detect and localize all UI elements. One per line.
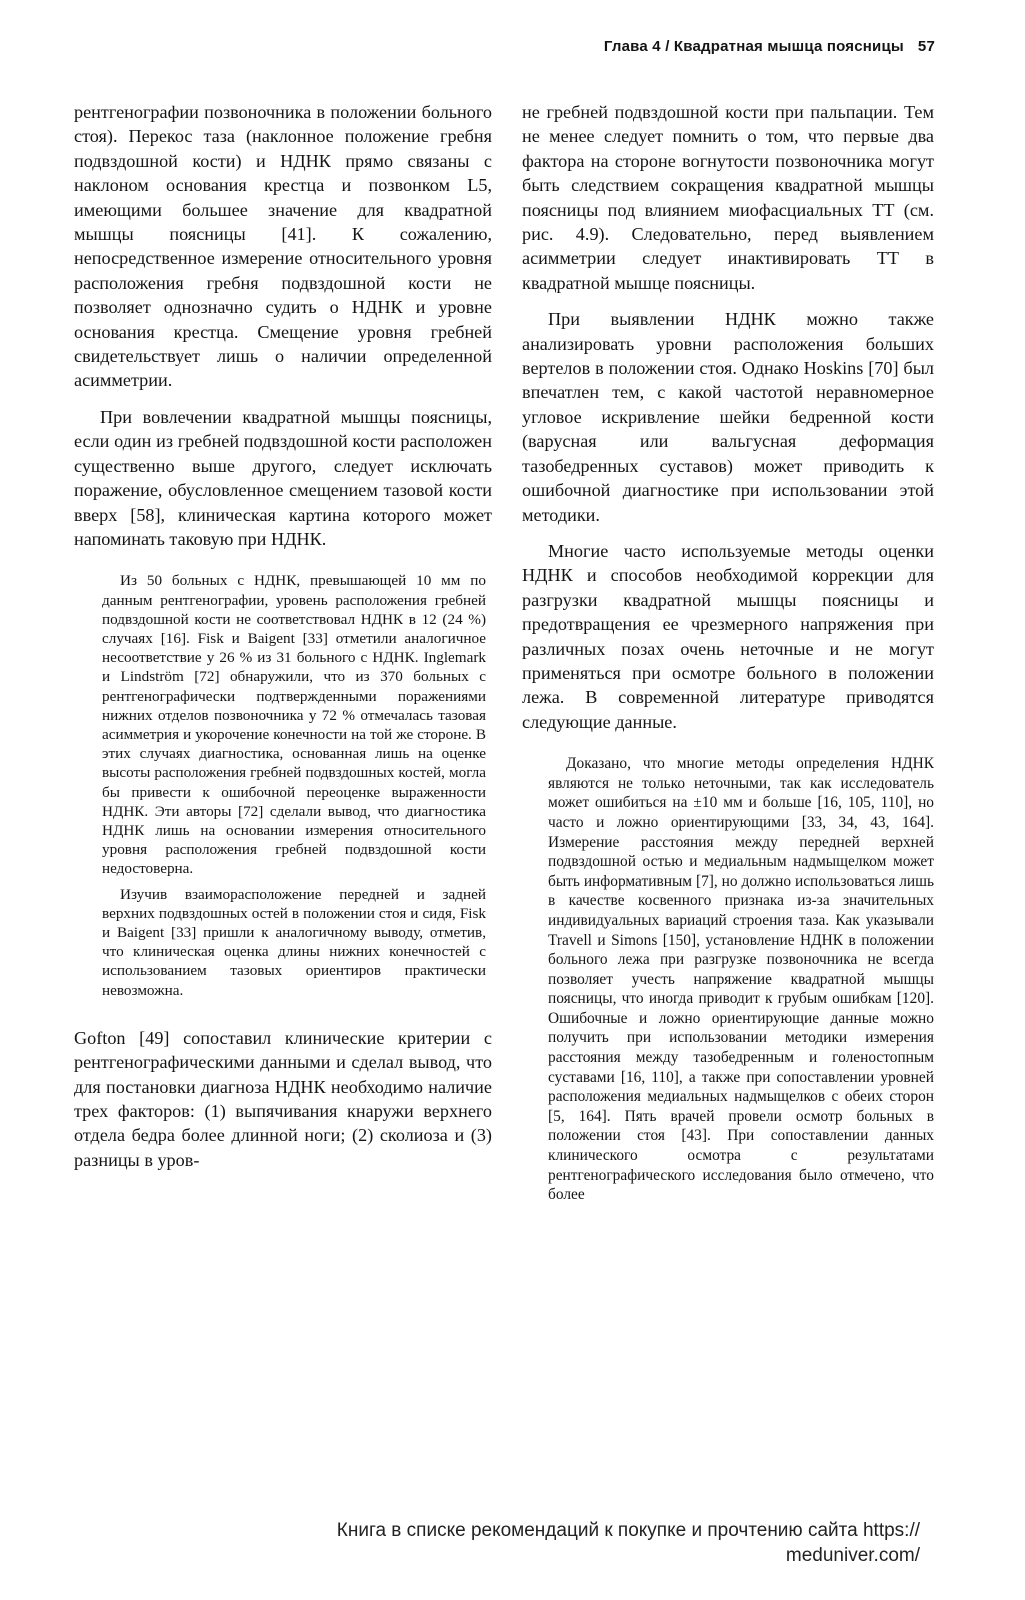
- footer-link[interactable]: meduniver.com/: [785, 1545, 920, 1566]
- body-paragraph: При выявлении НДНК можно также анализировать уровни расположения больших вертелов в положении стоя. Однако Hoskins [70] был впечатлен тем, с какой частотой неравномерное угловое искривление шейки бедренной кости (варусная или вальгусная деформация тазобедренных суставов) может приводить к ошибочной диагностике при использовании этой методики.: [522, 309, 934, 525]
- body-paragraph: не гребней подвздошной кости при пальпации. Тем не менее следует помнить о том, что первые два фактора на стороне вогнутости позвоночника могут быть следствием сокращения квадратной мышцы поясницы под влиянием миофасциальных ТТ (см. рис. 4.9). Следовательно, перед выявлением асимметрии следует инактивировать ТТ в квадратной мышце поясницы.: [522, 102, 934, 293]
- footer-watermark: [150, 1518, 920, 1568]
- body-paragraph: При вовлечении квадратной мышцы поясницы, если один из гребней подвздошной кости расположен существенно выше другого, следует исключать поражение, обусловленное смещением тазовой кости вверх [58], клиническая картина которого может напоминать таковую при НДНК.: [74, 406, 492, 549]
- body-paragraph: Gofton [49] сопоставил клинические критерии с рентгенографическими данными и сделал вывод, что для постановки диагноза НДНК необходимо наличие трех факторов: (1) выпячивания кнаружи верхнего отдела бедра более длинной ноги; (2) сколиоза и (3) разницы в уров-: [74, 1027, 492, 1170]
- note-paragraph: Из 50 больных с НДНК, превышающей 10 мм по данным рентгенографии, уровень расположения гребней подвздошной кости не соответствовал НДНК в 12 (24 %) случаях [16]. Fisk и Baigent [33] отметили аналогичное несоответствие у 26 % из 31 больного с НДНК. Inglemark и Lindström [72] обнаружили, что из 370 больных с рентгенографически подтвержденными поражениями нижних отделов позвоночника у 72 % отмечалась тазовая асимметрия и укорочение конечности на той же стороне. В этих случаях диагностика, основанная лишь на оценке высоты расположения гребней подвздошных костей, могла бы привести к ошибочной переоценке выраженности НДНК. Эти авторы [72] сделали вывод, что диагностика НДНК лишь на основании измерения относительного уровня расположения гребней подвздошной кости недостоверна.: [102, 572, 486, 878]
- left-column: [74, 100, 492, 1184]
- chapter-title: Глава 4 / Квадратная мышца поясницы: [603, 38, 904, 55]
- right-column: [522, 100, 934, 1231]
- note-paragraph: Доказано, что многие методы определения НДНК являются не только неточными, так как исследователь может ошибиться на ±10 мм и больше [16, 105, 110], но часто и ложно ориентирующими [33, 34, 43, 164]. Измерение расстояния между передней верхней подвздошной остью и медиальным надмыщелком может быть информативным [7], но должно использоваться лишь в качестве косвенного признака из-за значительных индивидуальных вариаций строения таза. Как указывали Travell и Simons [150], установление НДНК в положении больного лежа при разгрузке позвоночника не всегда позволяет учесть напряжение квадратной мышцы поясницы, что иногда приводит к грубым ошибкам [120]. Ошибочные и ложно ориентирующие данные можно получить при использовании методики измерения расстояния между тазобедренным и голеностопным суставами [16, 110], а также при сопоставлении уровней расположения медиальных надмыщелков с обеих сторон [5, 164]. Пять врачей провели осмотр больных в положении стоя [43]. При сопоставлении данных клинического осмотра с результатами рентгенографического исследования было отмечено, что более: [548, 755, 934, 1204]
- page-number: 57: [917, 38, 935, 55]
- body-paragraph: рентгенографии позвоночника в положении больного стоя). Перекос таза (наклонное положение гребня подвздошной кости) и НДНК прямо связаны с наклоном основания крестца и позвонком L5, имеющими большее значение для квадратной мышцы поясницы [41]. К сожалению, непосредственное измерение относительного уровня расположения гребня подвздошной кости не позволяет однозначно судить о НДНК и уровне основания крестца. Смещение уровня гребней свидетельствует лишь о наличии определенной асимметрии.: [74, 102, 492, 391]
- body-paragraph: Многие часто используемые методы оценки НДНК и способов необходимой коррекции для разгрузки квадратной мышцы поясницы и предотвращения ее чрезмерного напряжения при различных позах очень неточные и не могут применяться при осмотре больного в положении лежа. В современной литературе приводятся следующие данные.: [522, 540, 934, 732]
- footer-line: Книга в списке рекомендаций к покупке и прочтению сайта https://: [336, 1520, 920, 1541]
- small-print-note: [522, 754, 934, 1205]
- running-header: [604, 38, 935, 55]
- note-paragraph: Изучив взаиморасположение передней и задней верхних подвздошных остей в положении стоя и сидя, Fisk и Baigent [33] пришли к аналогичному выводу, отметив, что клиническая оценка длины нижних конечностей с использованием тазовых ориентиров практически невозможна.: [102, 885, 486, 999]
- small-print-note: [74, 571, 492, 999]
